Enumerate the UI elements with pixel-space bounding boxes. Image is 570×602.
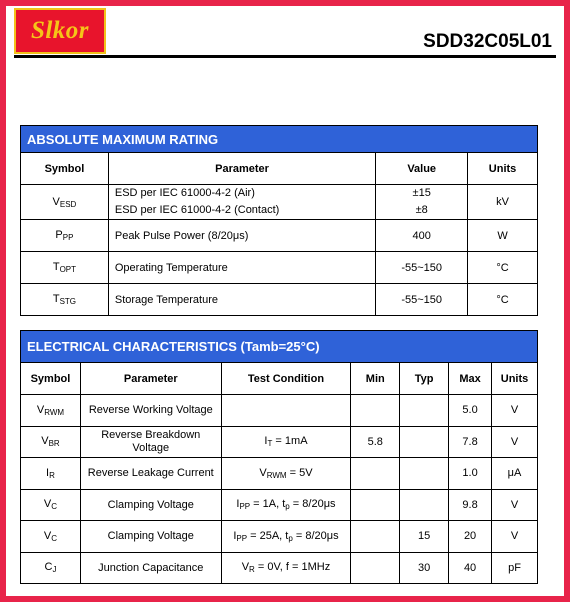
table-title: ABSOLUTE MAXIMUM RATING: [21, 126, 538, 153]
min-cell: [351, 458, 400, 490]
table-row: [21, 426, 538, 458]
units-cell: °C: [468, 284, 538, 316]
parameter-cell: Storage Temperature: [108, 284, 375, 316]
units-cell: V: [492, 521, 538, 553]
table-row: [21, 252, 538, 284]
column-header: Units: [468, 153, 538, 185]
part-number: SDD32C05L01: [423, 31, 552, 52]
max-cell: 9.8: [449, 489, 492, 521]
symbol-cell: $P_{PP}$: [21, 220, 109, 252]
parameter-cell: Reverse Working Voltage: [80, 395, 221, 427]
column-header: Test Condition: [221, 363, 351, 395]
electrical-characteristics-table: [20, 330, 538, 584]
column-header: Parameter: [80, 363, 221, 395]
parameter-cell: Clamping Voltage: [80, 521, 221, 553]
units-cell: W: [468, 220, 538, 252]
column-header: Max: [449, 363, 492, 395]
column-header: Symbol: [21, 153, 109, 185]
table-header-row: [21, 363, 538, 395]
table-row: [21, 521, 538, 553]
column-header: Symbol: [21, 363, 81, 395]
min-cell: [351, 489, 400, 521]
min-cell: [351, 552, 400, 584]
table-row: [21, 489, 538, 521]
symbol-cell: $T_{STG}$: [21, 284, 109, 316]
table-row: [21, 284, 538, 316]
value-cell: -55~150: [376, 252, 468, 284]
symbol-cell: $C_J$: [21, 552, 81, 584]
value-cell: 400: [376, 220, 468, 252]
max-cell: 5.0: [449, 395, 492, 427]
column-header: Min: [351, 363, 400, 395]
typ-cell: [400, 395, 449, 427]
header-rule: [14, 55, 556, 58]
value-cell: ±15 ±8: [376, 185, 468, 220]
min-cell: [351, 395, 400, 427]
symbol-cell: $I_R$: [21, 458, 81, 490]
value-cell: -55~150: [376, 284, 468, 316]
symbol-cell: $V_{BR}$: [21, 426, 81, 458]
max-cell: 20: [449, 521, 492, 553]
test-condition-cell: $V_{RWM} = 5V$: [221, 458, 351, 490]
column-header: Value: [376, 153, 468, 185]
units-cell: °C: [468, 252, 538, 284]
symbol-cell: $V_{ESD}$: [21, 185, 109, 220]
table-row: [21, 458, 538, 490]
units-cell: kV: [468, 185, 538, 220]
units-cell: V: [492, 395, 538, 427]
table-title: ELECTRICAL CHARACTERISTICS (Tamb=25°C): [21, 331, 538, 363]
typ-cell: 15: [400, 521, 449, 553]
table-row: [21, 220, 538, 252]
min-cell: [351, 521, 400, 553]
test-condition-cell: $V_R = 0V$, f = 1MHz: [221, 552, 351, 584]
test-condition-cell: $I_{PP} = 1A$, $t_p = 8/20\mu s$: [221, 489, 351, 521]
test-condition-cell: $I_T = 1mA$: [221, 426, 351, 458]
units-cell: pF: [492, 552, 538, 584]
column-header: Typ: [400, 363, 449, 395]
symbol-cell: $V_{RWM}$: [21, 395, 81, 427]
units-cell: V: [492, 489, 538, 521]
datasheet-page: [6, 6, 564, 596]
table-row: [21, 395, 538, 427]
parameter-cell: Operating Temperature: [108, 252, 375, 284]
logo-text: Slkor: [30, 17, 90, 44]
typ-cell: [400, 458, 449, 490]
table-row: [21, 185, 538, 220]
symbol-cell: $V_C$: [21, 489, 81, 521]
parameter-cell: Reverse Leakage Current: [80, 458, 221, 490]
max-cell: 1.0: [449, 458, 492, 490]
company-logo: [14, 8, 106, 54]
typ-cell: [400, 489, 449, 521]
max-cell: 40: [449, 552, 492, 584]
min-cell: 5.8: [351, 426, 400, 458]
table-header-row: [21, 153, 538, 185]
parameter-cell: Reverse Breakdown Voltage: [80, 426, 221, 458]
parameter-cell: Peak Pulse Power (8/20μs): [108, 220, 375, 252]
typ-cell: 30: [400, 552, 449, 584]
table-row: [21, 552, 538, 584]
absolute-maximum-rating-table: [20, 125, 538, 316]
symbol-cell: $V_C$: [21, 521, 81, 553]
max-cell: 7.8: [449, 426, 492, 458]
parameter-cell: Junction Capacitance: [80, 552, 221, 584]
parameter-cell: Clamping Voltage: [80, 489, 221, 521]
column-header: Parameter: [108, 153, 375, 185]
test-condition-cell: $I_{PP} = 25A$, $t_p = 8/20\mu s$: [221, 521, 351, 553]
units-cell: V: [492, 426, 538, 458]
test-condition-cell: [221, 395, 351, 427]
symbol-cell: $T_{OPT}$: [21, 252, 109, 284]
units-cell: μA: [492, 458, 538, 490]
typ-cell: [400, 426, 449, 458]
parameter-cell: ESD per IEC 61000-4-2 (Air) ESD per IEC 61000-4-2 (Contact): [108, 185, 375, 220]
column-header: Units: [492, 363, 538, 395]
